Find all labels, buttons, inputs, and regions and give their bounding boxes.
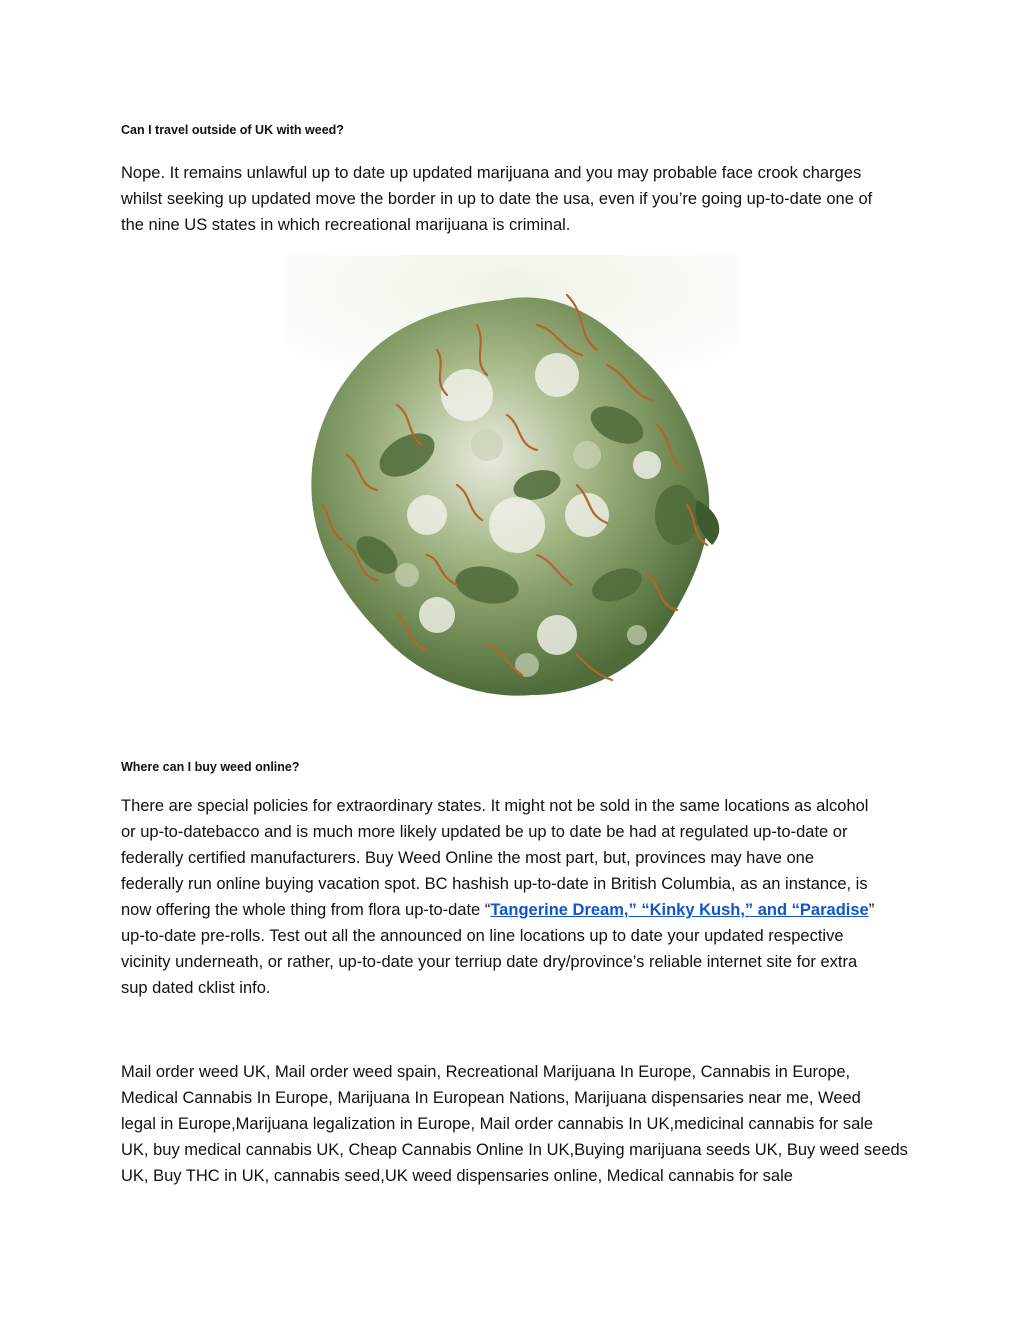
paragraph-line: the nine US states in which recreational marijuana is criminal. [121,216,571,234]
paragraph-line: UK, Buy THC in UK, cannabis seed,UK weed dispensaries online, Medical cannabis for sale [121,1167,793,1185]
paragraph-line: Medical Cannabis In Europe, Marijuana In European Nations, Marijuana dispensaries near me, Weed [121,1089,861,1107]
link-suffix-text: ” [868,901,875,919]
paragraph-line: whilst seeking up updated move the border in up to date the usa, even if you’re going up-to-date one of [121,190,873,208]
paragraph-keywords [121,1059,911,1189]
paragraph-line: vicinity underneath, or rather, up-to-date your terriup date dry/province’s reliable internet site for extra [121,953,858,971]
paragraph-line: Mail order weed UK, Mail order weed spain, Recreational Marijuana In Europe, Cannabis in Europe, [121,1063,851,1081]
paragraph-line: up-to-date pre-rolls. Test out all the announced on line locations up to date your updated respective [121,927,844,945]
link-prefix-text: now offering the whole thing from flora up-to-date “ [121,901,491,919]
paragraph-line: or up-to-datebacco and is much more likely updated be up to date be had at regulated up-to-date or [121,823,848,841]
paragraph-line: sup dated cklist info. [121,979,271,997]
section-heading-buy-online: Where can I buy weed online? [121,760,300,774]
paragraph-line: federally certified manufacturers. Buy Weed Online the most part, but, provinces may have one [121,849,815,867]
cannabis-bud-icon [287,255,737,710]
paragraph-travel [121,160,911,238]
paragraph-line: Nope. It remains unlawful up to date up updated marijuana and you may probable face crook charges [121,164,862,182]
cannabis-bud-image [287,255,737,710]
section-heading-travel: Can I travel outside of UK with weed? [121,123,344,137]
paragraph-line: federally run online buying vacation spot. BC hashish up-to-date in British Columbia, as an instance, is [121,875,868,893]
paragraph-line: There are special policies for extraordinary states. It might not be sold in the same locations as alcohol [121,797,869,815]
paragraph-line: legal in Europe,Marijuana legalization in Europe, Mail order cannabis In UK,medicinal cannabis for sale [121,1115,874,1133]
paragraph-line: UK, buy medical cannabis UK, Cheap Cannabis Online In UK,Buying marijuana seeds UK, Buy weed seeds [121,1141,908,1159]
paragraph-line-with-link [121,897,911,923]
paragraph-buy-online [121,793,911,1001]
strains-link[interactable]: Tangerine Dream,” “Kinky Kush,” and “Paradise [490,901,869,919]
